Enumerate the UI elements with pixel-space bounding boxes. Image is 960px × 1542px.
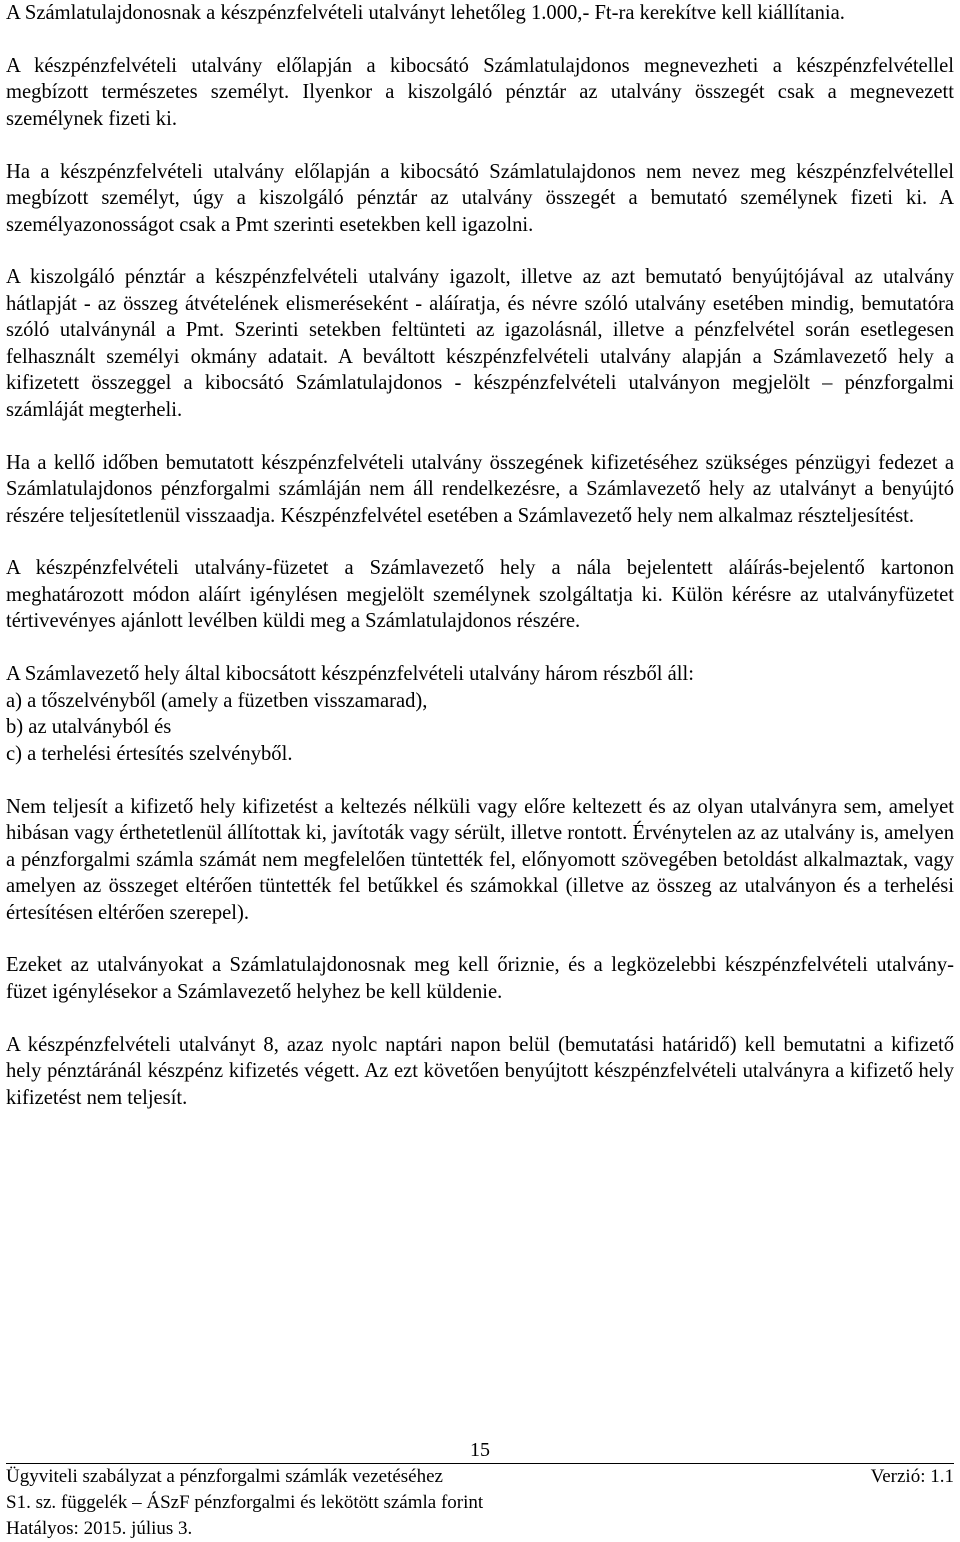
footer-row-appendix — [6, 1490, 954, 1516]
voucher-parts-intro: A Számlavezető hely által kibocsátott készpénzfelvételi utalvány három részből áll: — [6, 663, 694, 686]
paragraph-booklet-issue: A készpénzfelvételi utalvány-füzetet a Számlavezető hely a nála bejelentett aláírás-bejelentő kartonon meghatározott módon aláírt igénylésen megjelölt személynek szolgáltatja ki. Külön kérésre az utalványfüzetet tértivevényes ajánlott levélben küldi meg a Számlatulajdonos részére. — [6, 557, 954, 633]
footer-appendix: S1. sz. függelék – ÁSzF pénzforgalmi és lekötött számla forint — [6, 1492, 484, 1513]
page-footer — [6, 1463, 954, 1542]
document-body — [6, 0, 954, 1137]
paragraph-rounding: A Számlatulajdonosnak a készpénzfelvételi utalványt lehetőleg 1.000,- Ft-ra kerekítve kell kiállítania. — [6, 2, 845, 24]
paragraph-named-person: A készpénzfelvételi utalvány előlapján a kibocsátó Számlatulajdonos megnevezheti a készpénzfelvétellel megbízott természetes személyt. Ilyenkor a kiszolgáló pénztár az utalvány összegét csak a megnevezett személynek fizeti ki. — [6, 54, 954, 130]
list-item: a) a tőszelvényből (amely a füzetben visszamarad), — [6, 689, 428, 712]
list-item: c) a terhelési értesítés szelvényből. — [6, 742, 293, 765]
footer-title: Ügyviteli szabályzat a pénzforgalmi számlák vezetéséhez — [6, 1466, 443, 1487]
paragraph-bearer: Ha a készpénzfelvételi utalvány előlapján a kibocsátó Számlatulajdonos nem nevez meg készpénzfelvétellel megbízott személyt, úgy a kiszolgáló pénztár az utalvány összegét a bemutató személynek fizeti ki. A személyazonosságot csak a Pmt szerinti esetekben kell igazolni. — [6, 160, 954, 236]
footer-row-effective — [6, 1516, 954, 1542]
paragraph-cashier-procedure: A kiszolgáló pénztár a készpénzfelvételi utalvány igazolt, illetve az azt bemutató benyújtójával az utalvány hátlapját - az összeg átvételének elismeréseként - aláíratja, és névre szóló utalvány esetében mindig, bemutatóra szóló utalványnál a Pmt. Szerinti setekben feltünteti az igazolásnál, illetve a pénzfelvétel során esetlegesen felhasznált személyi okmány adatait. A beváltott készpénzfelvételi utalvány alapján a Számlavezető hely a kifizetett összeggel a kibocsátó Számlatulajdonos - készpénzfelvételi utalványon megjelölt – pénzforgalmi számláját megterheli. — [6, 266, 954, 421]
paragraph-retention: Ezeket az utalványokat a Számlatulajdonosnak meg kell őriznie, és a legközelebbi készpénzfelvételi utalvány-füzet igénylésekor a Számlavezető helyhez be kell küldenie. — [6, 954, 954, 1003]
voucher-parts-list — [6, 661, 954, 767]
footer-row-title — [6, 1464, 954, 1490]
paragraph-invalid-vouchers: Nem teljesít a kifizető hely kifizetést a keltezés nélküli vagy előre keltezett és az olyan utalványra sem, amelyet hibásan vagy érthetetlenül állítottak ki, javítoták vagy sérült, illetve rontott. Érvénytelen az az utalvány is, amelyen a pénzforgalmi számla számát nem megfelelően tüntették fel, előnyomott szövegében betoldást alkalmaztak, vagy amelyen az összeget eltérően tüntették fel betűkkel és számokkal (illetve az összeg az utalványon és a terhelési értesítésen eltérően szerepel). — [6, 795, 954, 924]
list-item: b) az utalványból és — [6, 716, 172, 739]
footer-effective-date: Hatályos: 2015. július 3. — [6, 1518, 193, 1539]
paragraph-deadline: A készpénzfelvételi utalványt 8, azaz nyolc naptári napon belül (bemutatási határidő) kell bemutatni a kifizető hely pénztáránál készpénz kifizetés végett. Az ezt követően benyújtott készpénzfelvételi utalványra a kifizető hely kifizetést nem teljesít. — [6, 1033, 954, 1109]
footer-version: Verzió: 1.1 — [870, 1466, 954, 1487]
page-number: 15 — [470, 1439, 490, 1461]
paragraph-insufficient-funds: Ha a kellő időben bemutatott készpénzfelvételi utalvány összegének kifizetéséhez szükséges pénzügyi fedezet a Számlatulajdonos pénzforgalmi számláján nem áll rendelkezésre, a Számlavezető hely az utalványt a benyújtó részére teljesítetlenül visszaadja. Készpénzfelvétel esetében a Számlavezető hely nem alkalmaz részteljesítést. — [6, 451, 954, 527]
